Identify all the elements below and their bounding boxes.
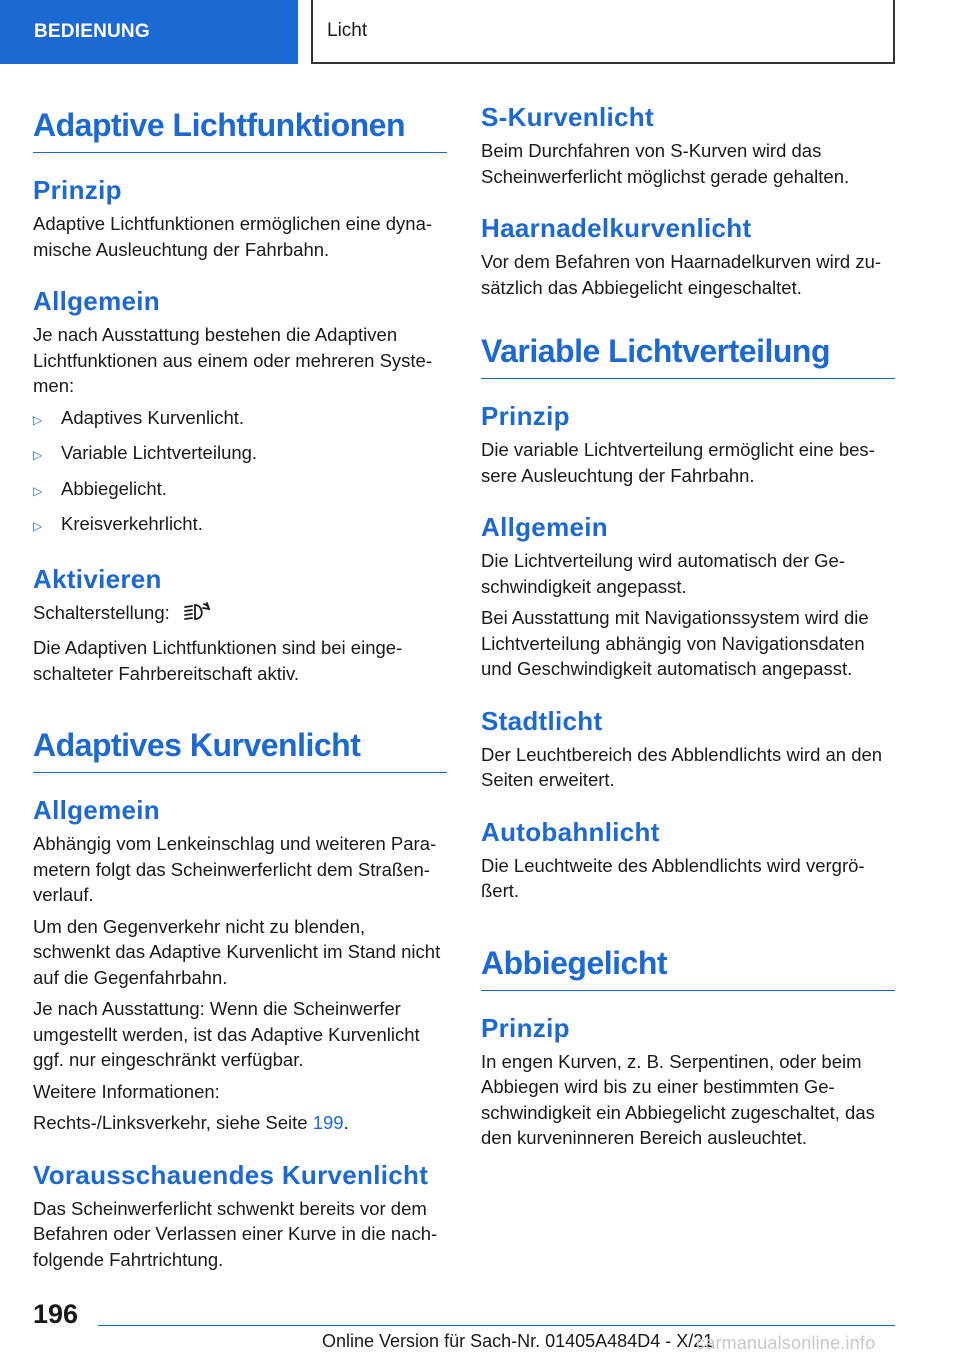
paragraph-s-kurvenlicht: Beim Durchfahren von S-Kurven wird das Scheinwerferlicht möglichst gerade gehalten. xyxy=(481,140,850,187)
reference-end: . xyxy=(343,1112,349,1133)
list-item-label: Kreisverkehrlicht. xyxy=(61,513,203,534)
left-column xyxy=(33,100,447,1278)
chapter-title-adaptive-lichtfunktionen: Adaptive Lichtfunktionen xyxy=(33,100,447,153)
paragraph-haarnadel: Vor dem Befahren von Haarnadelkurven wird zu-sätzlich das Abbiegelicht eingeschaltet. xyxy=(481,251,882,298)
header-chapter-label: Licht xyxy=(311,0,895,64)
section-title-allgemein: Allgemein xyxy=(33,286,160,316)
section-title-autobahnlicht: Autobahnlicht xyxy=(481,816,660,847)
page-reference-link[interactable]: 199 xyxy=(312,1112,344,1133)
list-item-label: Abbiegelicht. xyxy=(61,477,167,499)
paragraph-var-prinzip: Die variable Lichtverteilung ermöglicht eine bes-sere Ausleuchtung der Fahrbahn. xyxy=(481,439,875,486)
section-title-abb-prinzip: Prinzip xyxy=(481,1012,570,1043)
paragraph-kurven-1: Abhängig vom Lenkeinschlag und weiteren Para-metern folgt das Scheinwerferlicht dem Straßen-verlauf. xyxy=(33,833,437,905)
chapter-title-adaptives-kurvenlicht: Adaptives Kurvenlicht xyxy=(33,720,447,773)
paragraph-var-allgemein-2: Bei Ausstattung mit Navigationssystem wird die Lichtverteilung abhängig von Navigationsdaten und Geschwindigkeit automatisch angepasst. xyxy=(481,607,869,679)
section-title-vorausschauend: Vorausschauendes Kurvenlicht xyxy=(33,1159,429,1190)
paragraph-prinzip: Adaptive Lichtfunktionen ermöglichen eine dyna-mische Ausleuchtung der Fahrbahn. xyxy=(33,213,433,260)
paragraph-aktivieren: Die Adaptiven Lichtfunktionen sind bei einge-schalteter Fahrbereitschaft aktiv. xyxy=(33,637,403,684)
paragraph-schalterstellung xyxy=(33,600,447,630)
list-item-label: Variable Lichtverteilung. xyxy=(61,442,258,463)
section-title-var-prinzip: Prinzip xyxy=(481,401,570,431)
paragraph-kurven-3: Je nach Ausstattung: Wenn die Scheinwerfer umgestellt werden, ist das Adaptive Kurvenlicht ggf. nur eingeschränkt verfügbar. xyxy=(33,998,420,1070)
section-title-var-allgemein: Allgemein xyxy=(481,512,608,542)
section-title-prinzip: Prinzip xyxy=(33,175,122,205)
reference-text: Rechts-/Linksverkehr, siehe Seite xyxy=(33,1112,313,1133)
paragraph-allgemein: Je nach Ausstattung bestehen die Adaptiven Lichtfunktionen aus einem oder mehreren Syste-men: xyxy=(33,324,432,396)
paragraph-kurven-5 xyxy=(33,1110,447,1136)
header-section-label: BEDIENUNG xyxy=(0,0,298,64)
list-item-label: Adaptives Kurvenlicht. xyxy=(61,406,245,428)
section-title-haarnadel: Haarnadelkurvenlicht xyxy=(481,213,752,243)
chapter-title-abbiegelicht: Abbiegelicht xyxy=(481,938,895,991)
triangle-bullet-icon: ▷ xyxy=(33,412,43,427)
section-title-kurven-allgemein: Allgemein xyxy=(33,795,160,825)
automatic-headlight-icon xyxy=(183,601,213,630)
paragraph-kurven-4: Weitere Informationen: xyxy=(33,1080,220,1102)
list-item xyxy=(33,405,447,434)
section-title-aktivieren: Aktivieren xyxy=(33,563,162,594)
page-number: 196 xyxy=(33,1299,79,1329)
paragraph-stadtlicht: Der Leuchtbereich des Abblendlichts wird an den Seiten erweitert. xyxy=(481,743,883,790)
triangle-bullet-icon: ▷ xyxy=(33,448,43,462)
list-item xyxy=(33,440,447,469)
paragraph-autobahnlicht: Die Leuchtweite des Abblendlichts wird vergrö-ßert. xyxy=(481,854,865,901)
paragraph-var-allgemein-1: Die Lichtverteilung wird automatisch der Ge-schwindigkeit angepasst. xyxy=(481,550,845,597)
footer-divider xyxy=(98,1325,895,1326)
watermark: carmanualsonline.info xyxy=(696,1333,876,1353)
paragraph-abb-prinzip: In engen Kurven, z. B. Serpentinen, oder beim Abbiegen wird bis zu einer bestimmten Ge-schwindigkeit ein Abbiegelicht zugeschaltet, das den kurveninneren Bereich ausleuchtet. xyxy=(481,1050,875,1148)
schalter-label: Schalterstellung: xyxy=(33,601,170,623)
chapter-title-variable-lichtverteilung: Variable Lichtverteilung xyxy=(481,326,895,379)
triangle-bullet-icon: ▷ xyxy=(33,483,43,498)
list-item xyxy=(33,511,447,540)
paragraph-kurven-2: Um den Gegenverkehr nicht zu blenden, schwenkt das Adaptive Kurvenlicht im Stand nicht auf die Gegenfahrbahn. xyxy=(33,915,441,988)
section-title-s-kurvenlicht: S-Kurvenlicht xyxy=(481,102,654,132)
section-title-stadtlicht: Stadtlicht xyxy=(481,705,603,736)
list-item xyxy=(33,476,447,505)
paragraph-vorausschauend: Das Scheinwerferlicht schwenkt bereits vor dem Befahren oder Verlassen einer Kurve in die nach-folgende Fahrtrichtung. xyxy=(33,1197,438,1270)
right-column xyxy=(481,100,895,1157)
footer-online-version: Online Version für Sach-Nr. 01405A484D4 - X/21 xyxy=(322,1331,714,1351)
feature-list xyxy=(33,405,447,540)
triangle-bullet-icon: ▷ xyxy=(33,519,43,533)
